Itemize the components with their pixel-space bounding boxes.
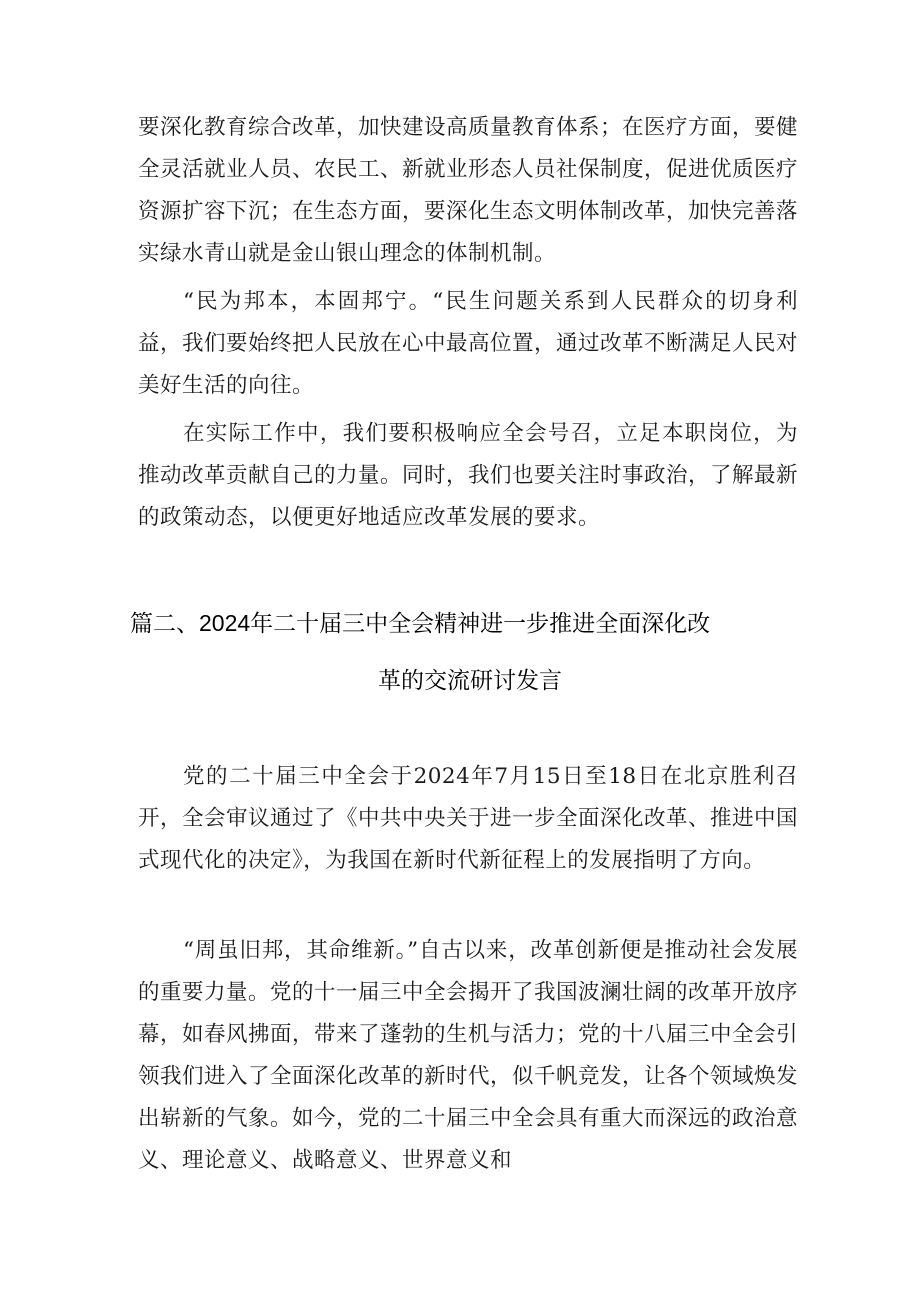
paragraph-people-foundation: “民为邦本，本固邦宁。“民生问题关系到人民群众的切身利益，我们要始终把人民放在心中最高位置，通过改革不断满足人民对美好生活的向往。 [138,289,799,398]
paragraph-reform-innovation: “周虽旧邦，其命维新。”自古以来，改革创新便是推动社会发展的重要力量。党的十一届三中全会揭开了我国波澜壮阔的改革开放序幕，如春风拂面，带来了蓬勃的生机与活力；党的十八届三中全会引领我们进入了全面深化改革的新时代，似千帆竞发，让各个领域焕发出崭新的气象。如今，党的二十届三中全会具有重大而深远的政治意义、理论意义、战略意义、世界意义和 [138,938,799,1173]
paragraph-plenary-session: 党的二十届三中全会于2024年7月15日至18日在北京胜利召开，全会审议通过了《中共中央关于进一步全面深化改革、推进中国式现代化的决定》，为我国在新时代新征程上的发展指明了方向。 [138,764,799,873]
section-heading-line2: 革的交流研讨发言 [378,667,562,693]
paragraph-reform-areas: 要深化教育综合改革，加快建设高质量教育体系；在医疗方面，要健全灵活就业人员、农民工、新就业形态人员社保制度，促进优质医疗资源扩容下沉；在生态方面，要深化生态文明体制改革，加快完善落实绿水青山就是金山银山理念的体制机制。 [138,115,799,266]
paragraph-practical-work: 在实际工作中，我们要积极响应全会号召，立足本职岗位，为推动改革贡献自己的力量。同时，我们也要关注时事政治，了解最新的政策动态，以便更好地适应改革发展的要求。 [138,421,799,530]
section-heading-line1: 篇二、2024年二十届三中全会精神进一步推进全面深化改 [130,610,711,636]
